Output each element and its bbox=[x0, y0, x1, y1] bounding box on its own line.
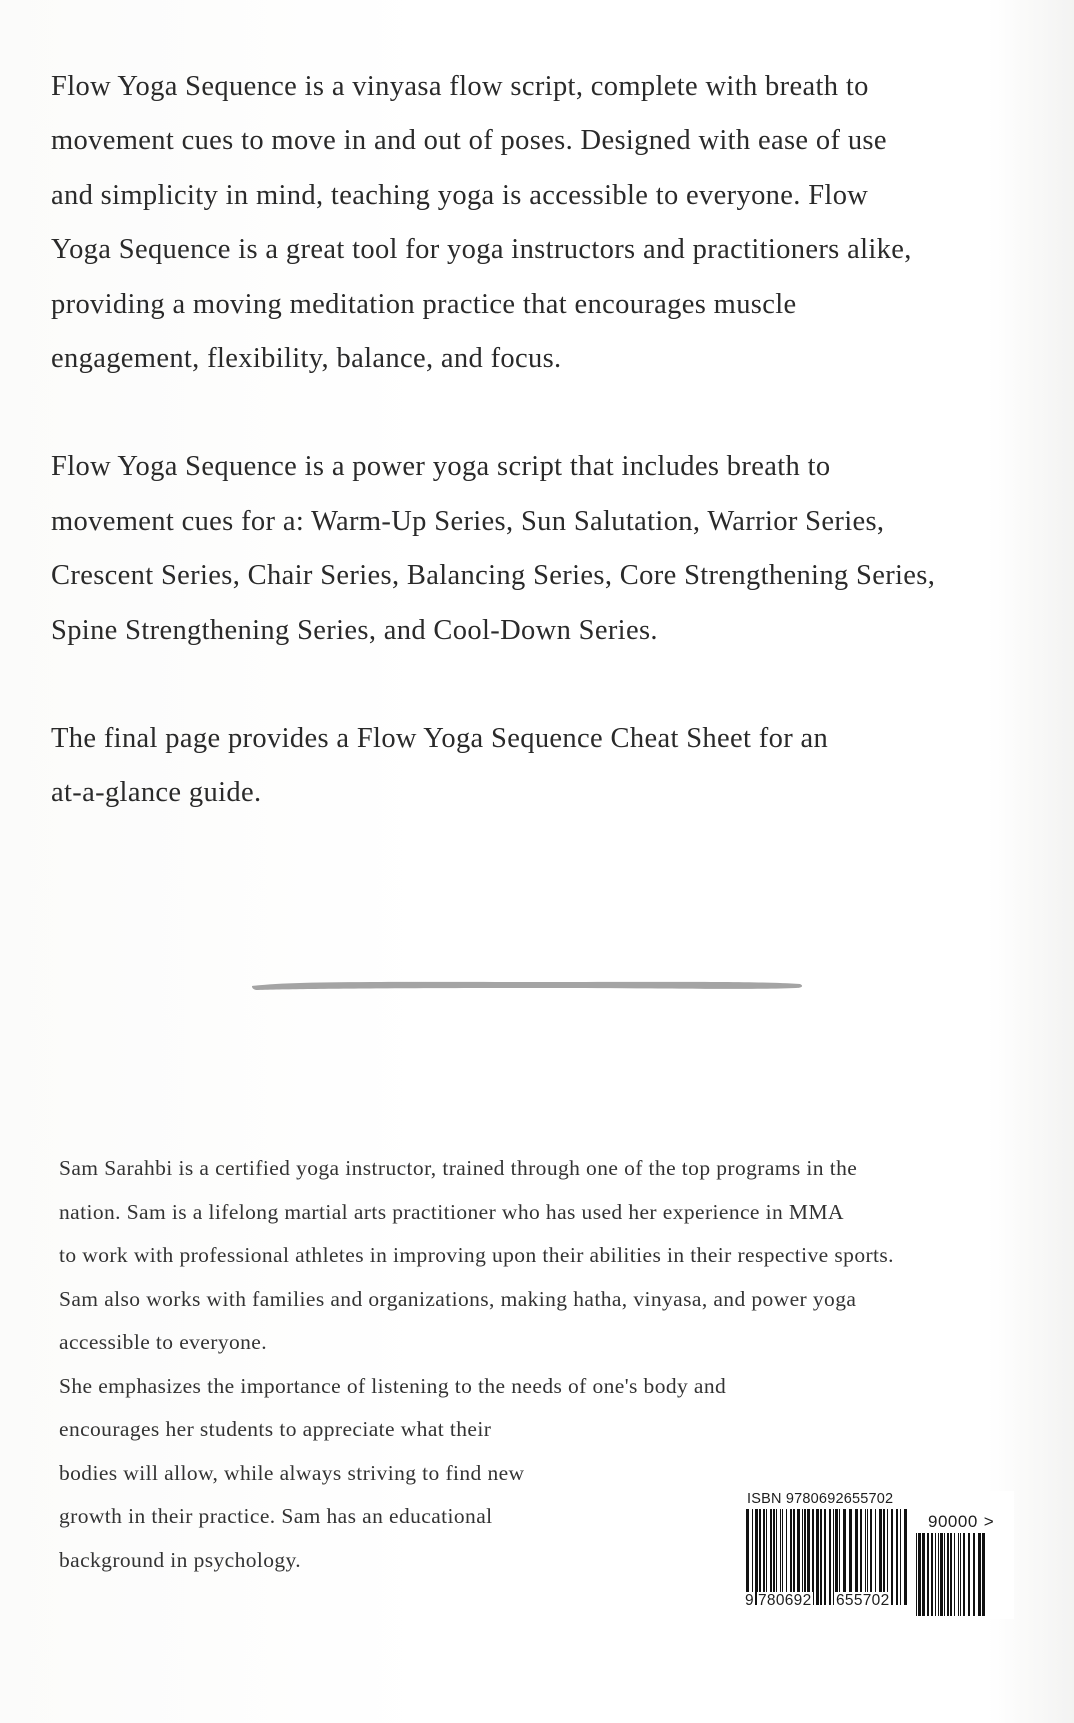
bio-line: to work with professional athletes in improving upon their abilities in their respective sports. bbox=[59, 1243, 894, 1267]
description-line: Flow Yoga Sequence is a vinyasa flow script, complete with breath to bbox=[51, 71, 869, 102]
price-code bbox=[928, 1512, 994, 1532]
bio-line: She emphasizes the importance of listening to the needs of one's body and bbox=[59, 1373, 727, 1398]
bio-line: Sam Sarahbi is a certified yoga instructor, trained through one of the top programs in the bbox=[59, 1156, 858, 1180]
bio-line: growth in their practice. Sam has an educational bbox=[59, 1504, 493, 1528]
bio-line: accessible to everyone. bbox=[59, 1330, 267, 1354]
price-code-value: 90000 bbox=[928, 1512, 978, 1531]
barcode-bar bbox=[982, 1533, 985, 1616]
barcode-bar bbox=[954, 1533, 955, 1616]
barcode-bar bbox=[922, 1533, 925, 1616]
description-line: The final page provides a Flow Yoga Sequence Cheat Sheet for an bbox=[51, 723, 829, 755]
description-line: and simplicity in mind, teaching yoga is accessible to everyone. Flow bbox=[51, 179, 869, 211]
description-line: Yoga Sequence is a great tool for yoga instructors and practitioners alike, bbox=[51, 234, 912, 266]
description-paragraph-3 bbox=[51, 712, 1041, 821]
barcode-bar bbox=[918, 1533, 921, 1616]
price-addon-bars bbox=[916, 1533, 986, 1616]
description-line: Flow Yoga Sequence is a power yoga script that includes breath to bbox=[51, 451, 831, 483]
ean-digits bbox=[744, 1591, 914, 1615]
barcode-bar bbox=[927, 1533, 929, 1616]
barcode-bar bbox=[973, 1533, 975, 1616]
price-arrow: > bbox=[983, 1512, 995, 1531]
description-line: movement cues to move in and out of poses. Designed with ease of use bbox=[51, 125, 887, 157]
brush-stroke-divider bbox=[252, 979, 804, 992]
isbn-barcode bbox=[744, 1491, 1014, 1619]
barcode-bar bbox=[935, 1533, 936, 1616]
book-description bbox=[51, 60, 1041, 875]
barcode-bar bbox=[944, 1533, 945, 1616]
barcode-bar bbox=[978, 1533, 981, 1616]
barcode-bar bbox=[938, 1533, 939, 1616]
bio-line: encourages her students to appreciate what their bbox=[59, 1417, 492, 1441]
barcode-bar bbox=[958, 1533, 959, 1616]
isbn-label: ISBN 9780692655702 bbox=[747, 1491, 894, 1507]
description-paragraph-1 bbox=[51, 60, 1041, 386]
barcode-bar bbox=[947, 1533, 949, 1616]
description-line: engagement, flexibility, balance, and focus. bbox=[51, 343, 562, 375]
barcode-bar bbox=[960, 1533, 961, 1616]
description-line: at-a-glance guide. bbox=[51, 777, 262, 809]
ean-left-digits: 780692 bbox=[758, 1592, 812, 1609]
barcode-bar bbox=[968, 1533, 970, 1616]
barcode-bar bbox=[940, 1533, 943, 1616]
barcode-bar bbox=[931, 1533, 933, 1616]
bio-line: background in psychology. bbox=[59, 1547, 302, 1572]
description-line: Crescent Series, Chair Series, Balancing Series, Core Strengthening Series, bbox=[51, 560, 936, 592]
description-line: Spine Strengthening Series, and Cool-Down Series. bbox=[51, 614, 658, 646]
barcode-bar bbox=[963, 1533, 965, 1616]
description-line: movement cues for a: Warm-Up Series, Sun Salutation, Warrior Series, bbox=[51, 505, 885, 537]
barcode-bar bbox=[916, 1533, 917, 1616]
bio-line: nation. Sam is a lifelong martial arts practitioner who has used her experience in MMA bbox=[59, 1199, 844, 1224]
description-paragraph-2 bbox=[51, 440, 1041, 658]
ean-first-digit: 9 bbox=[745, 1592, 754, 1609]
brush-stroke-shape bbox=[252, 982, 802, 990]
bio-line: bodies will allow, while always striving to find new bbox=[59, 1460, 525, 1485]
description-line: providing a moving meditation practice that encourages muscle bbox=[51, 288, 797, 320]
barcode-bar bbox=[950, 1533, 952, 1616]
bio-line: Sam also works with families and organizations, making hatha, vinyasa, and power yoga bbox=[59, 1286, 857, 1311]
ean-right-digits: 655702 bbox=[836, 1592, 890, 1609]
